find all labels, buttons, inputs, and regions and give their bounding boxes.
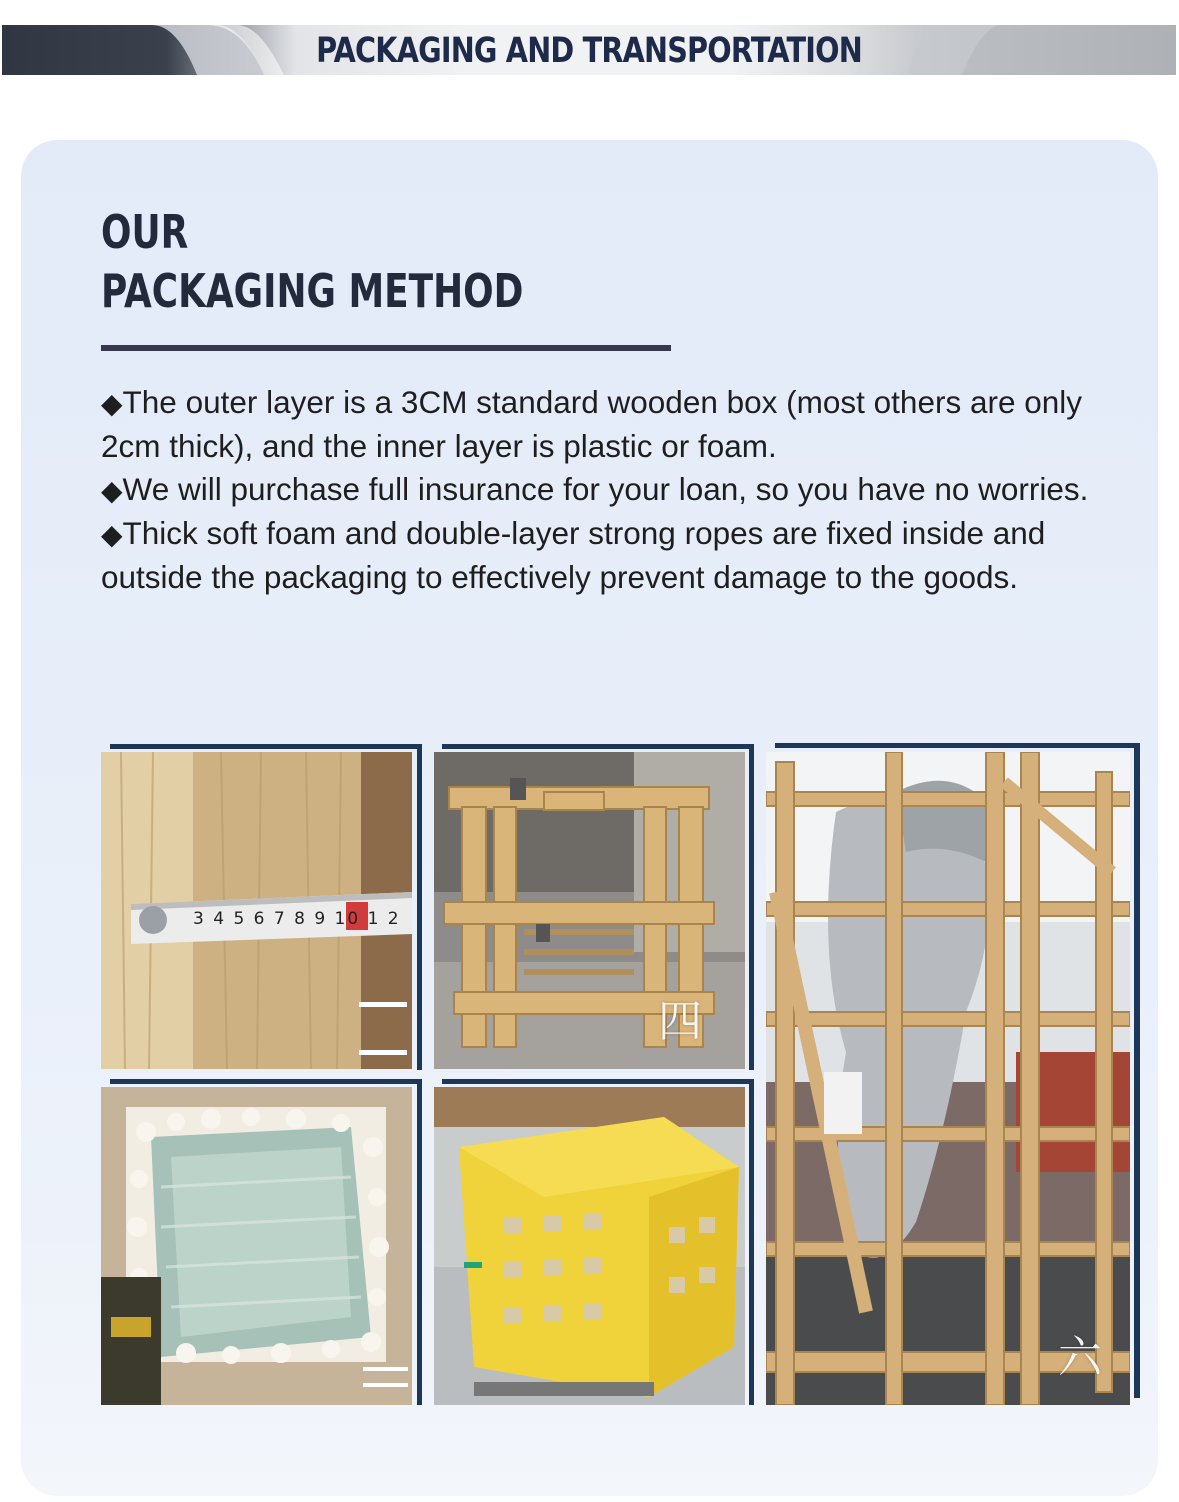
section-title (101, 203, 523, 321)
photo-frame-line (775, 743, 1140, 748)
photo-frame-line (442, 744, 754, 749)
banner-title: PACKAGING AND TRANSPORTATION (316, 31, 862, 71)
tall-crate-photo (766, 752, 1130, 1405)
wrapped-package-photo (434, 1087, 745, 1405)
section-title-line2: PACKAGING METHOD (101, 264, 524, 318)
bullet-item (101, 381, 1111, 468)
diamond-bullet-icon: ◆ (101, 517, 123, 551)
ruler-numbers: 3 4 5 6 7 8 9 10 1 2 (193, 909, 401, 929)
photo-frame-line (442, 1079, 754, 1084)
tall-crate-watermark: 六 (1058, 1332, 1102, 1383)
photo-frame-line (110, 744, 422, 749)
bullet-text: Thick soft foam and double-layer strong ropes are fixed inside and outside the packaging to effectively prevent damage to the goods. (101, 514, 1046, 596)
small-crate-photo (434, 752, 745, 1069)
section-title-line1: OUR (101, 205, 189, 259)
photo-frame-line (417, 1079, 422, 1405)
photo-frame-line (749, 1079, 754, 1405)
bullet-text: We will purchase full insurance for your loan, so you have no worries. (122, 470, 1089, 507)
bullet-text: The outer layer is a 3CM standard wooden box (most others are only 2cm thick), and the inner layer is plastic or foam. (101, 384, 1083, 465)
photo-frame-line (110, 1079, 422, 1084)
bullet-item (101, 468, 1111, 512)
photo-frame-line (1134, 743, 1140, 1398)
photo-frame-line (417, 744, 422, 1070)
bullet-item (101, 512, 1111, 599)
photo-frame-line (749, 744, 754, 1070)
wood-thickness-photo (101, 752, 412, 1069)
crate-watermark: 四 (658, 996, 702, 1047)
diamond-bullet-icon: ◆ (101, 387, 123, 420)
header-banner (2, 25, 1176, 75)
bullet-list (101, 381, 1111, 598)
title-underline (101, 345, 671, 351)
foam-box-photo (101, 1087, 412, 1405)
diamond-bullet-icon: ◆ (101, 473, 123, 507)
